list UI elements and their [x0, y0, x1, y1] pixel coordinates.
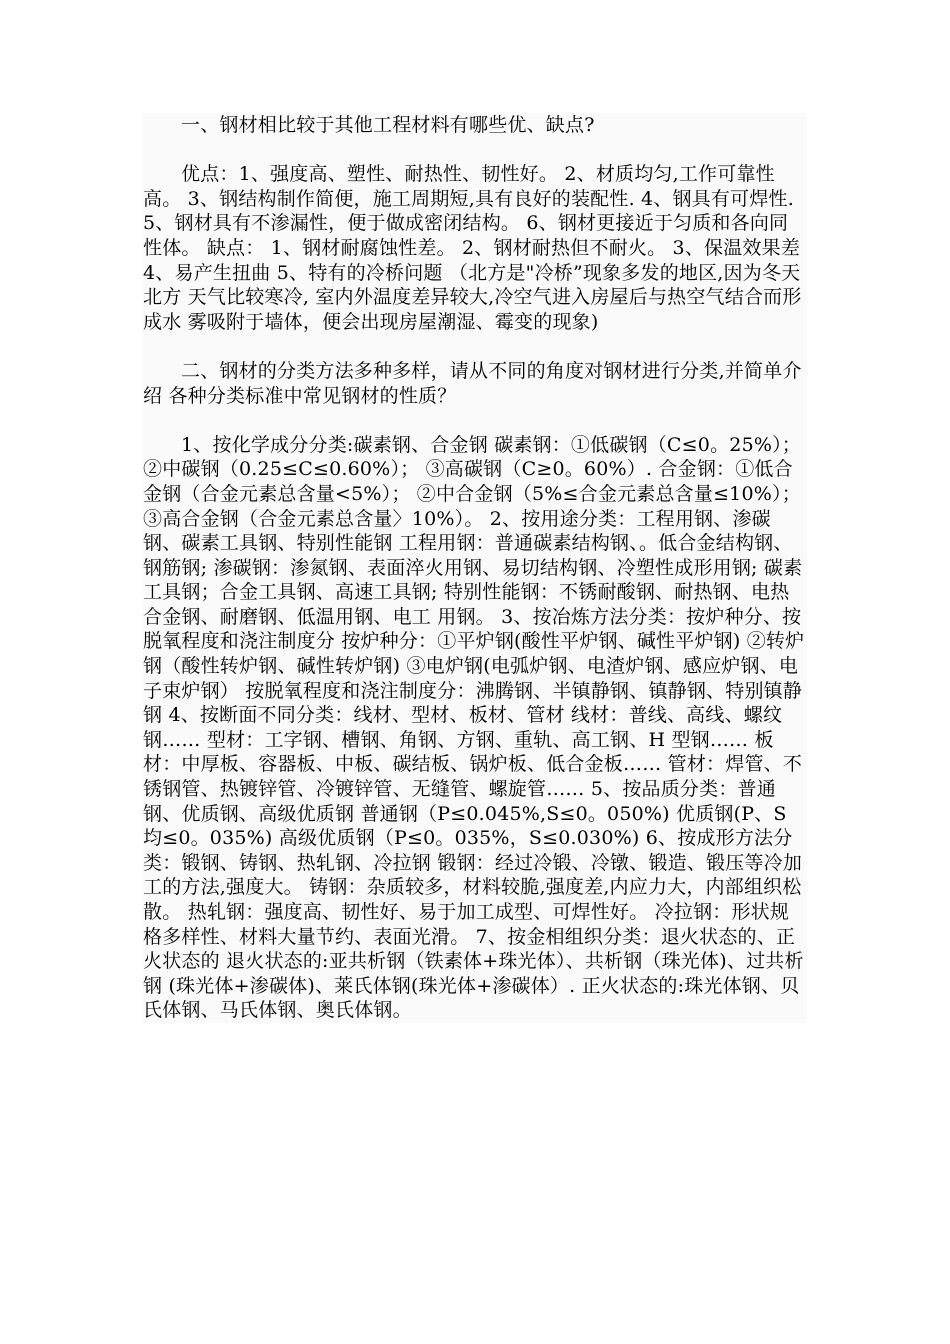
question-2-answer: 1、按化学成分分类:碳素钢、合金钢 碳素钢：①低碳钢（C≤0。25%）； ②中碳钢（0.25≤C≤0.60%）； ③高碳钢（C≥0。60%）. 合金钢：①低合金钢（合金元素总含量<5%）； ②中合金钢（5%≤合金元素总含量≤10%）； ③高合金钢（合金元素总含量〉10%）。 2、按用途分类：工程用钢、渗碳钢、碳素工具钢、特别性能钢 工程用钢：普通碳素结构钢、。低合金结构钢、钢筋钢; 渗碳钢：渗氮钢、表面淬火用钢、易切结构钢、冷塑性成形用钢; 碳素工具钢；合金工具钢、高速工具钢; 特别性能钢：不锈耐酸钢、耐热钢、电热合金钢、耐磨钢、低温用钢、电工 用钢。 3、按冶炼方法分类：按炉种分、按脱氧程度和浇注制度分 按炉种分：①平炉钢(酸性平炉钢、碱性平炉钢) ②转炉钢（酸性转炉钢、碱性转炉钢) ③电炉钢(电弧炉钢、电渣炉钢、感应炉钢、电子束炉钢） 按脱氧程度和浇注制度分：沸腾钢、半镇静钢、镇静钢、特别镇静钢 4、按断面不同分类：线材、型材、板材、管材 线材：普线、高线、螺纹钢…… 型材：工字钢、槽钢、角钢、方钢、重轨、高工钢、H 型钢…… 板材：中厚板、容器板、中板、碳结板、锅炉板、低合金板…… 管材：焊管、不锈钢管、热镀锌管、冷镀锌管、无缝管、螺旋管…… 5、按品质分类：普通钢、优质钢、高级优质钢 普通钢（P≤0.045%,S≤0。050%) 优质钢(P、S 均≤0。035%) 高级优质钢（P≤0。035%，S≤0.030%) 6、按成形方法分类：锻钢、铸钢、热轧钢、冷拉钢 锻钢：经过冷锻、冷镦、锻造、锻压等冷加工的方法,强度大。 铸钢：杂质较多，材料较脆,强度差,内应力大，内部组织松散。 热轧钢：强度高、韧性好、易于加工成型、可焊性好。 冷拉钢：形状规格多样性、材料大量节约、表面光滑。 7、按金相组织分类：退火状态的、正火状态的 退火状态的:亚共析钢（铁素体+珠光体）、共析钢（珠光体)、过共析钢 (珠光体+渗碳体)、莱氏体钢(珠光体+渗碳体）. 正火状态的:珠光体钢、贝氏体钢、马氏体钢、奥氏体钢。 [143, 433, 805, 1022]
document-text-block [143, 113, 807, 1023]
paragraph-spacer [143, 138, 807, 163]
question-2-title: 二、钢材的分类方法多种多样，请从不同的角度对钢材进行分类,并简单介绍 各种分类标准中常见钢材的性质？ [143, 359, 802, 407]
paragraph-spacer [143, 334, 807, 359]
question-1-title: 一、钢材相比较于其他工程材料有哪些优、缺点? [181, 114, 595, 136]
paragraph-spacer [143, 408, 807, 433]
question-1-answer: 优点：1、强度高、塑性、耐热性、韧性好。 2、材质均匀,工作可靠性高。 3、钢结构制作简便，施工周期短,具有良好的装配性. 4、钢具有可焊性. 5、钢材具有不渗漏性，便于做成密闭结构。 6、钢材更接近于匀质和各向同性体。 缺点： 1、钢材耐腐蚀性差。 2、钢材耐热但不耐火。 3、保温效果差 4、易产生扭曲 5、特有的冷桥问题 （北方是"冷桥”现象多发的地区,因为冬天北方 天气比较寒冷, 室内外温度差异较大,冷空气进入房屋后与热空气结合而形成水 雾吸附于墙体，便会出现房屋潮湿、霉变的现象) [143, 163, 802, 333]
